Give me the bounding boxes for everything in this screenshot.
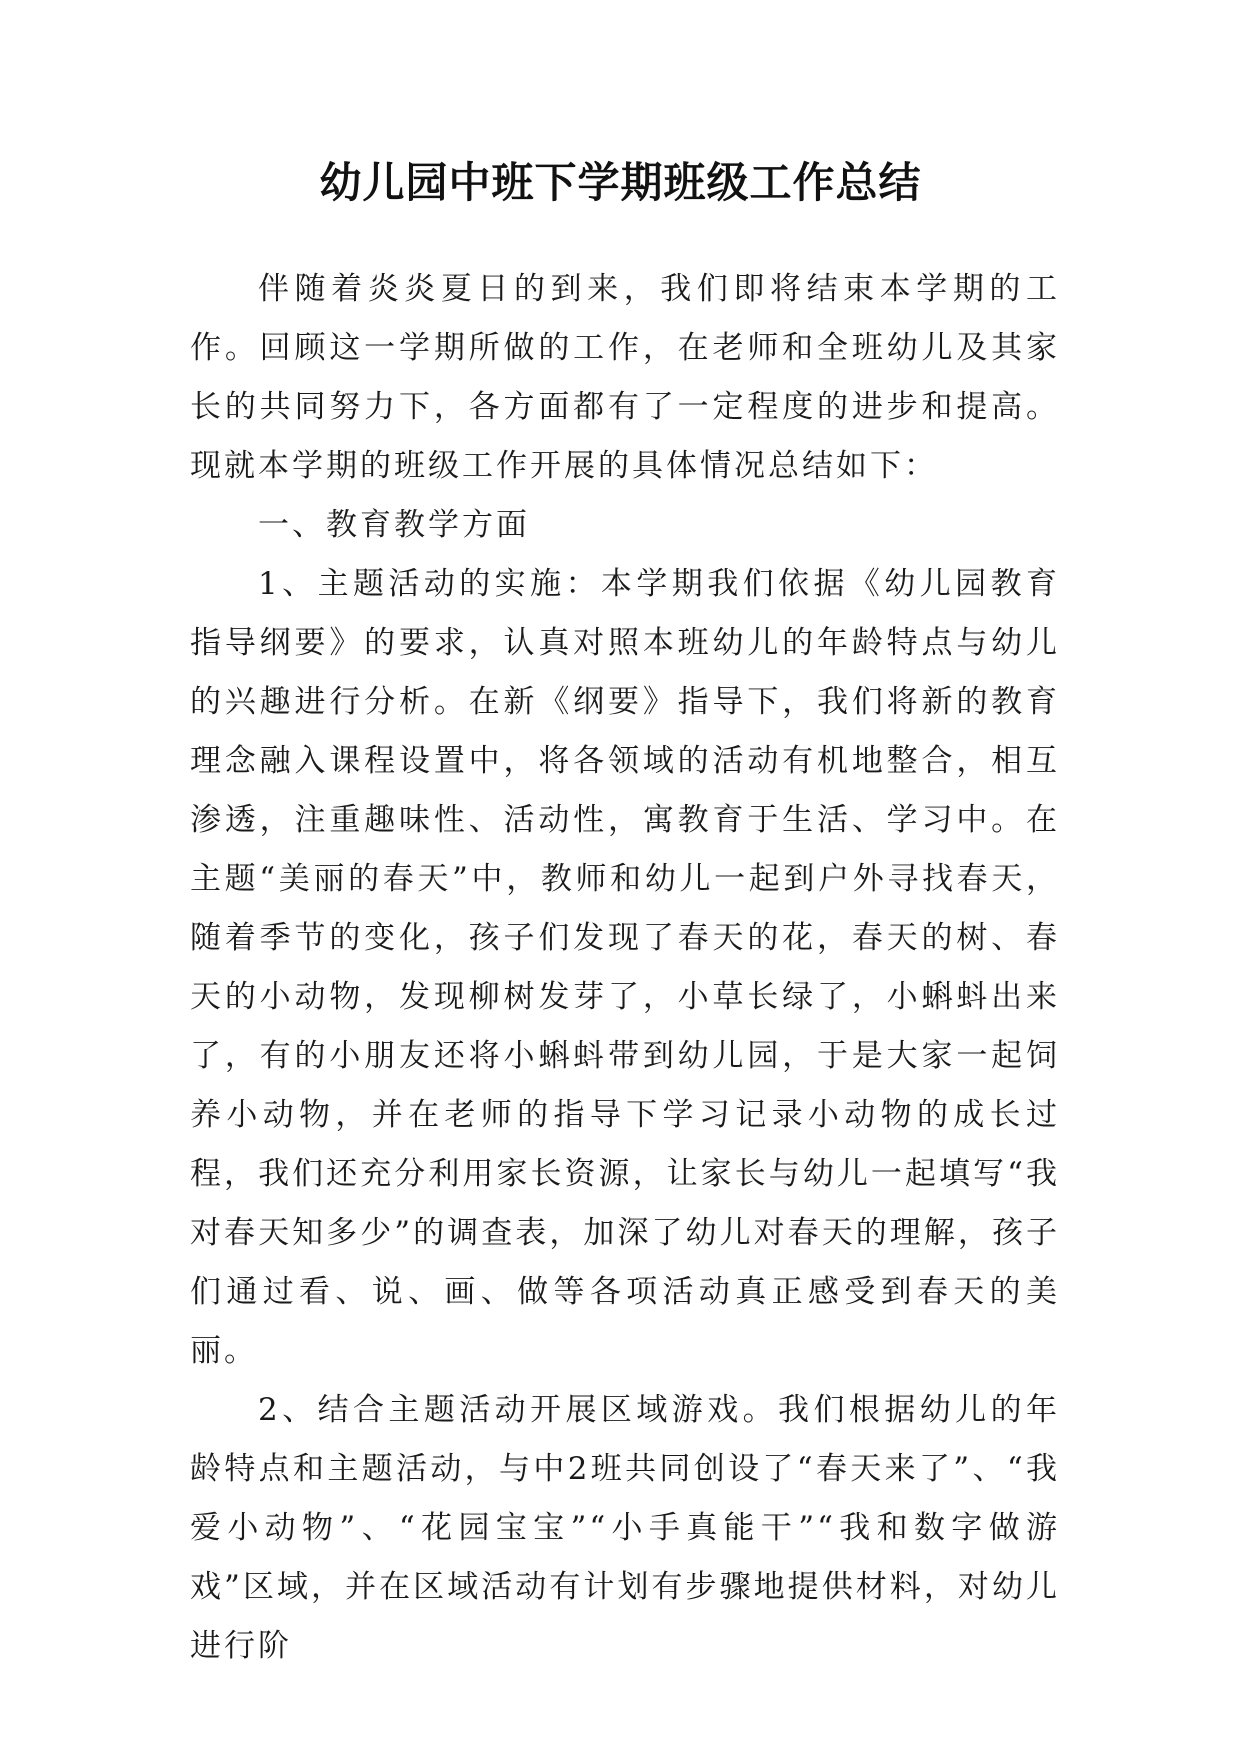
section-heading-education: 一、教育教学方面 xyxy=(258,507,530,543)
document-body xyxy=(190,260,1060,1676)
paragraph-intro: 伴随着炎炎夏日的到来，我们即将结束本学期的工作。回顾这一学期所做的工作，在老师和全班幼儿及其家长的共同努力下，各方面都有了一定程度的进步和提高。现就本学期的班级工作开展的具体情况总结如下： xyxy=(190,271,1060,484)
document-title: 幼儿园中班下学期班级工作总结 xyxy=(319,158,922,207)
paragraph-theme-activities: 1、主题活动的实施：本学期我们依据《幼儿园教育指导纲要》的要求，认真对照本班幼儿的年龄特点与幼儿的兴趣进行分析。在新《纲要》指导下，我们将新的教育理念融入课程设置中，将各领域的活动有机地整合，相互渗透，注重趣味性、活动性，寓教育于生活、学习中。在主题“美丽的春天”中，教师和幼儿一起到户外寻找春天，随着季节的变化，孩子们发现了春天的花，春天的树、春天的小动物，发现柳树发芽了，小草长绿了，小蝌蚪出来了，有的小朋友还将小蝌蚪带到幼儿园，于是大家一起饲养小动物，并在老师的指导下学习记录小动物的成长过程，我们还充分利用家长资源，让家长与幼儿一起填写“我对春天知多少”的调查表，加深了幼儿对春天的理解，孩子们通过看、说、画、做等各项活动真正感受到春天的美丽。 xyxy=(190,566,1060,1369)
paragraph-area-games: 2、结合主题活动开展区域游戏。我们根据幼儿的年龄特点和主题活动，与中2班共同创设了“春天来了”、“我爱小动物”、“花园宝宝”“小手真能干”“我和数字做游戏”区域，并在区域活动有计划有步骤地提供材料，对幼儿进行阶 xyxy=(190,1392,1060,1664)
